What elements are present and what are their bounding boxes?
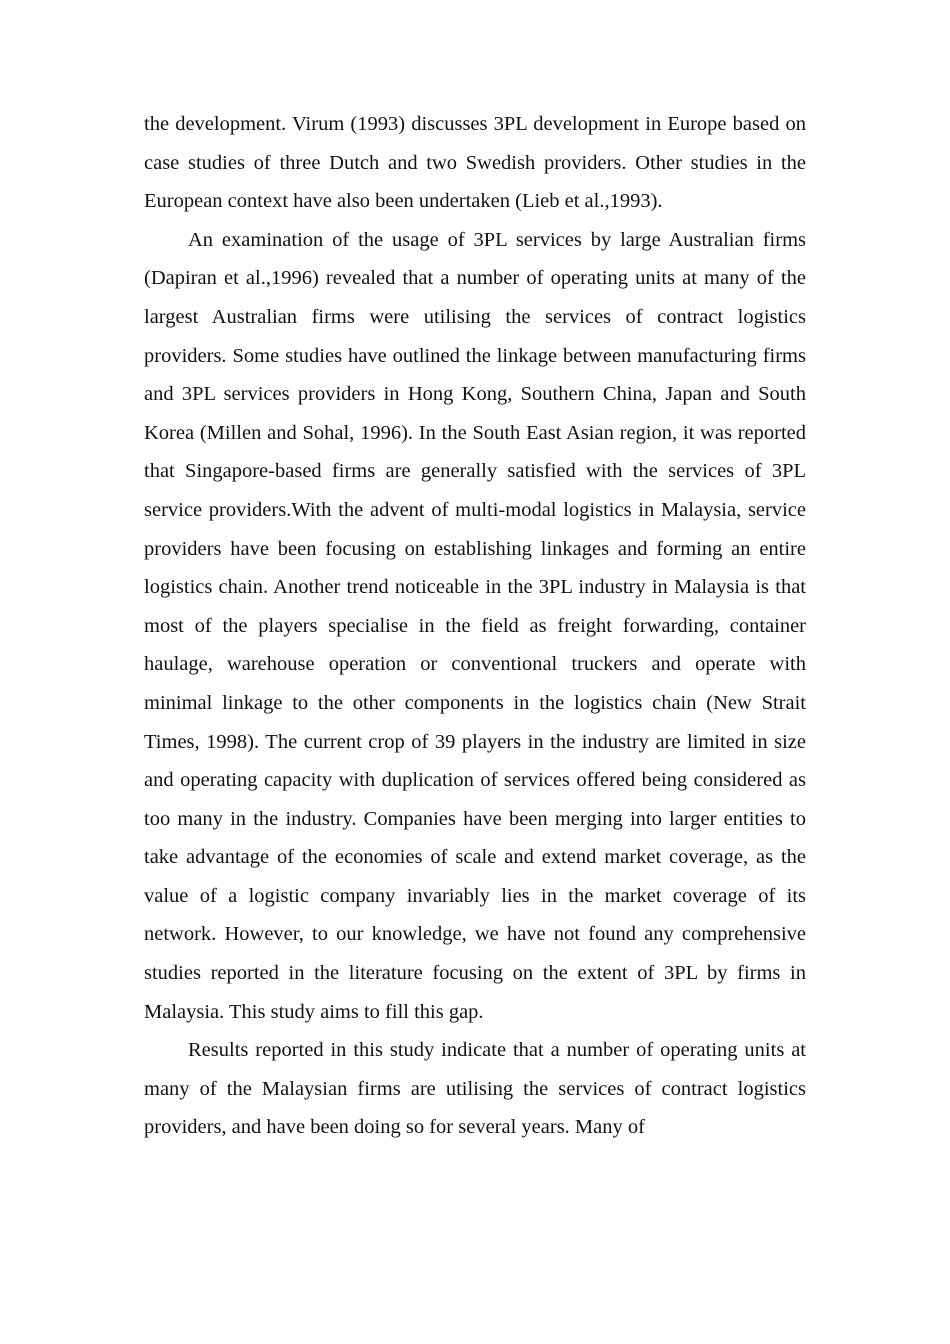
paragraph-2: An examination of the usage of 3PL services by large Australian firms (Dapiran et al.,1996) revealed that a number of operating units at many of the largest Australian firms were utilising the services of contract logistics providers. Some studies have outlined the linkage between manufacturing firms and 3PL services providers in Hong Kong, Southern China, Japan and South Korea (Millen and Sohal, 1996). In the South East Asian region, it was reported that Singapore-based firms are generally satisfied with the services of 3PL service providers.With the advent of multi-modal logistics in Malaysia, service providers have been focusing on establishing linkages and forming an entire logistics chain. Another trend noticeable in the 3PL industry in Malaysia is that most of the players specialise in the field as freight forwarding, container haulage, warehouse operation or conventional truckers and operate with minimal linkage to the other components in the logistics chain (New Strait Times, 1998). The current crop of 39 players in the industry are limited in size and operating capacity with duplication of services offered being considered as too many in the industry. Companies have been merging into larger entities to take advantage of the economies of scale and extend market coverage, as the value of a logistic company invariably lies in the market coverage of its network. However, to our knowledge, we have not found any comprehensive studies reported in the literature focusing on the extent of 3PL by firms in Malaysia. This study aims to fill this gap. xyxy=(144,228,806,1023)
body-text xyxy=(144,105,806,1147)
paragraph-3: Results reported in this study indicate that a number of operating units at many of the Malaysian firms are utilising the services of contract logistics providers, and have been doing so for several years. Many of xyxy=(144,1039,806,1139)
paragraph-1: the development. Virum (1993) discusses 3PL development in Europe based on case studies of three Dutch and two Swedish providers. Other studies in the European context have also been undertaken (Lieb et al.,1993). xyxy=(144,113,806,213)
